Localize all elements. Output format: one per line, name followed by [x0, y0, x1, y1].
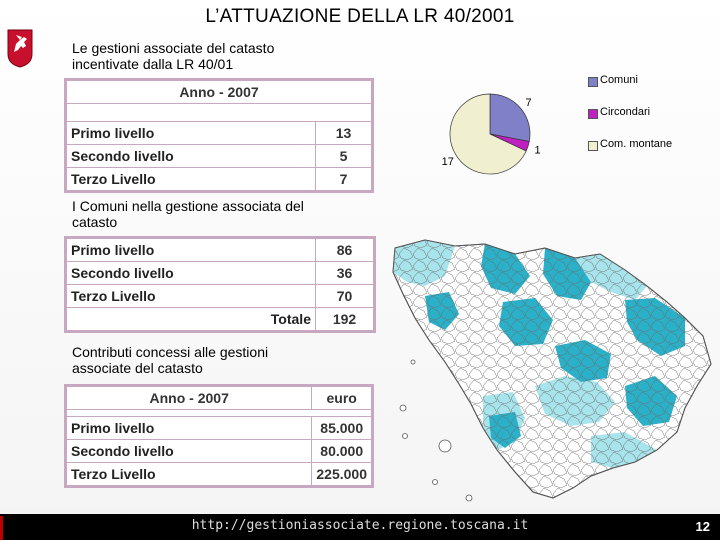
- row-label: Primo livello: [66, 417, 312, 440]
- row-label: Terzo Livello: [66, 285, 316, 308]
- pie-data-label: 17: [441, 155, 454, 168]
- island-marker: [466, 495, 472, 501]
- island-marker: [411, 360, 415, 364]
- island-marker: [433, 480, 438, 485]
- page-number: 12: [695, 519, 710, 534]
- page-title: L’ATTUAZIONE DELLA LR 40/2001: [205, 6, 515, 27]
- row-value: 225.000: [312, 463, 373, 487]
- table-row: [66, 168, 373, 192]
- section3-table: [64, 384, 374, 488]
- section3-heading-line2: associate del catasto: [72, 360, 203, 376]
- row-label: Terzo Livello: [66, 168, 316, 192]
- row-value: 5: [316, 145, 373, 168]
- section2-table: [64, 236, 376, 333]
- section2-heading-line2: catasto: [72, 214, 118, 230]
- island-marker: [400, 405, 406, 411]
- pie-slice-comuni: [490, 94, 530, 141]
- legend-label: Circondari: [600, 106, 651, 118]
- row-value: 80.000: [312, 440, 373, 463]
- table-row: [66, 285, 375, 308]
- island-marker: [403, 434, 408, 439]
- section3-header-left: Anno - 2007: [66, 386, 312, 410]
- table-row: [66, 262, 375, 285]
- section1-heading-line1: Le gestioni associate del catasto: [72, 40, 275, 56]
- legend-swatch: [588, 109, 598, 119]
- legend-label: Comuni: [600, 74, 638, 86]
- pie-data-label: 7: [525, 97, 532, 110]
- row-label: Secondo livello: [66, 440, 312, 463]
- section2-heading: [72, 198, 304, 230]
- tuscany-map-icon: [385, 236, 715, 508]
- table-row: [66, 463, 373, 487]
- legend-swatch: [588, 77, 598, 87]
- section1-table-header: Anno - 2007: [66, 80, 373, 104]
- total-label: Totale: [66, 308, 316, 332]
- table-row: [66, 440, 373, 463]
- section1-heading: [72, 40, 274, 72]
- table-row: [66, 122, 373, 145]
- row-value: 70: [316, 285, 375, 308]
- pie-chart: [430, 84, 550, 184]
- row-value: 86: [316, 238, 375, 262]
- island-marker: [439, 440, 451, 452]
- section2-heading-line1: I Comuni nella gestione associata del: [72, 198, 304, 214]
- total-value: 192: [316, 308, 375, 332]
- section1-spacer: [66, 104, 373, 122]
- pie-legend: [586, 74, 716, 164]
- row-label: Primo livello: [66, 122, 316, 145]
- row-label: Secondo livello: [66, 262, 316, 285]
- row-label: Primo livello: [66, 238, 316, 262]
- section3-heading: [72, 344, 268, 376]
- table-row: [66, 145, 373, 168]
- section1-heading-line2: incentivate dalla LR 40/01: [72, 56, 234, 72]
- table-total-row: [66, 308, 375, 332]
- footer-url-link[interactable]: http://gestioniassociate.regione.toscana.it: [191, 518, 529, 533]
- row-label: Secondo livello: [66, 145, 316, 168]
- section1-table: [64, 78, 374, 193]
- table-row: [66, 238, 375, 262]
- row-value: 13: [316, 122, 373, 145]
- legend-swatch: [588, 141, 598, 151]
- section3-heading-line1: Contributi concessi alle gestioni: [72, 344, 269, 360]
- row-label: Terzo Livello: [66, 463, 312, 487]
- section3-spacer: [66, 410, 373, 417]
- pie-data-label: 1: [534, 144, 541, 157]
- pegasus-logo-icon: [6, 28, 34, 68]
- row-value: 85.000: [312, 417, 373, 440]
- legend-label: Com. montane: [600, 138, 673, 150]
- row-value: 36: [316, 262, 375, 285]
- table-row: [66, 417, 373, 440]
- section3-header-right: euro: [312, 386, 373, 410]
- row-value: 7: [316, 168, 373, 192]
